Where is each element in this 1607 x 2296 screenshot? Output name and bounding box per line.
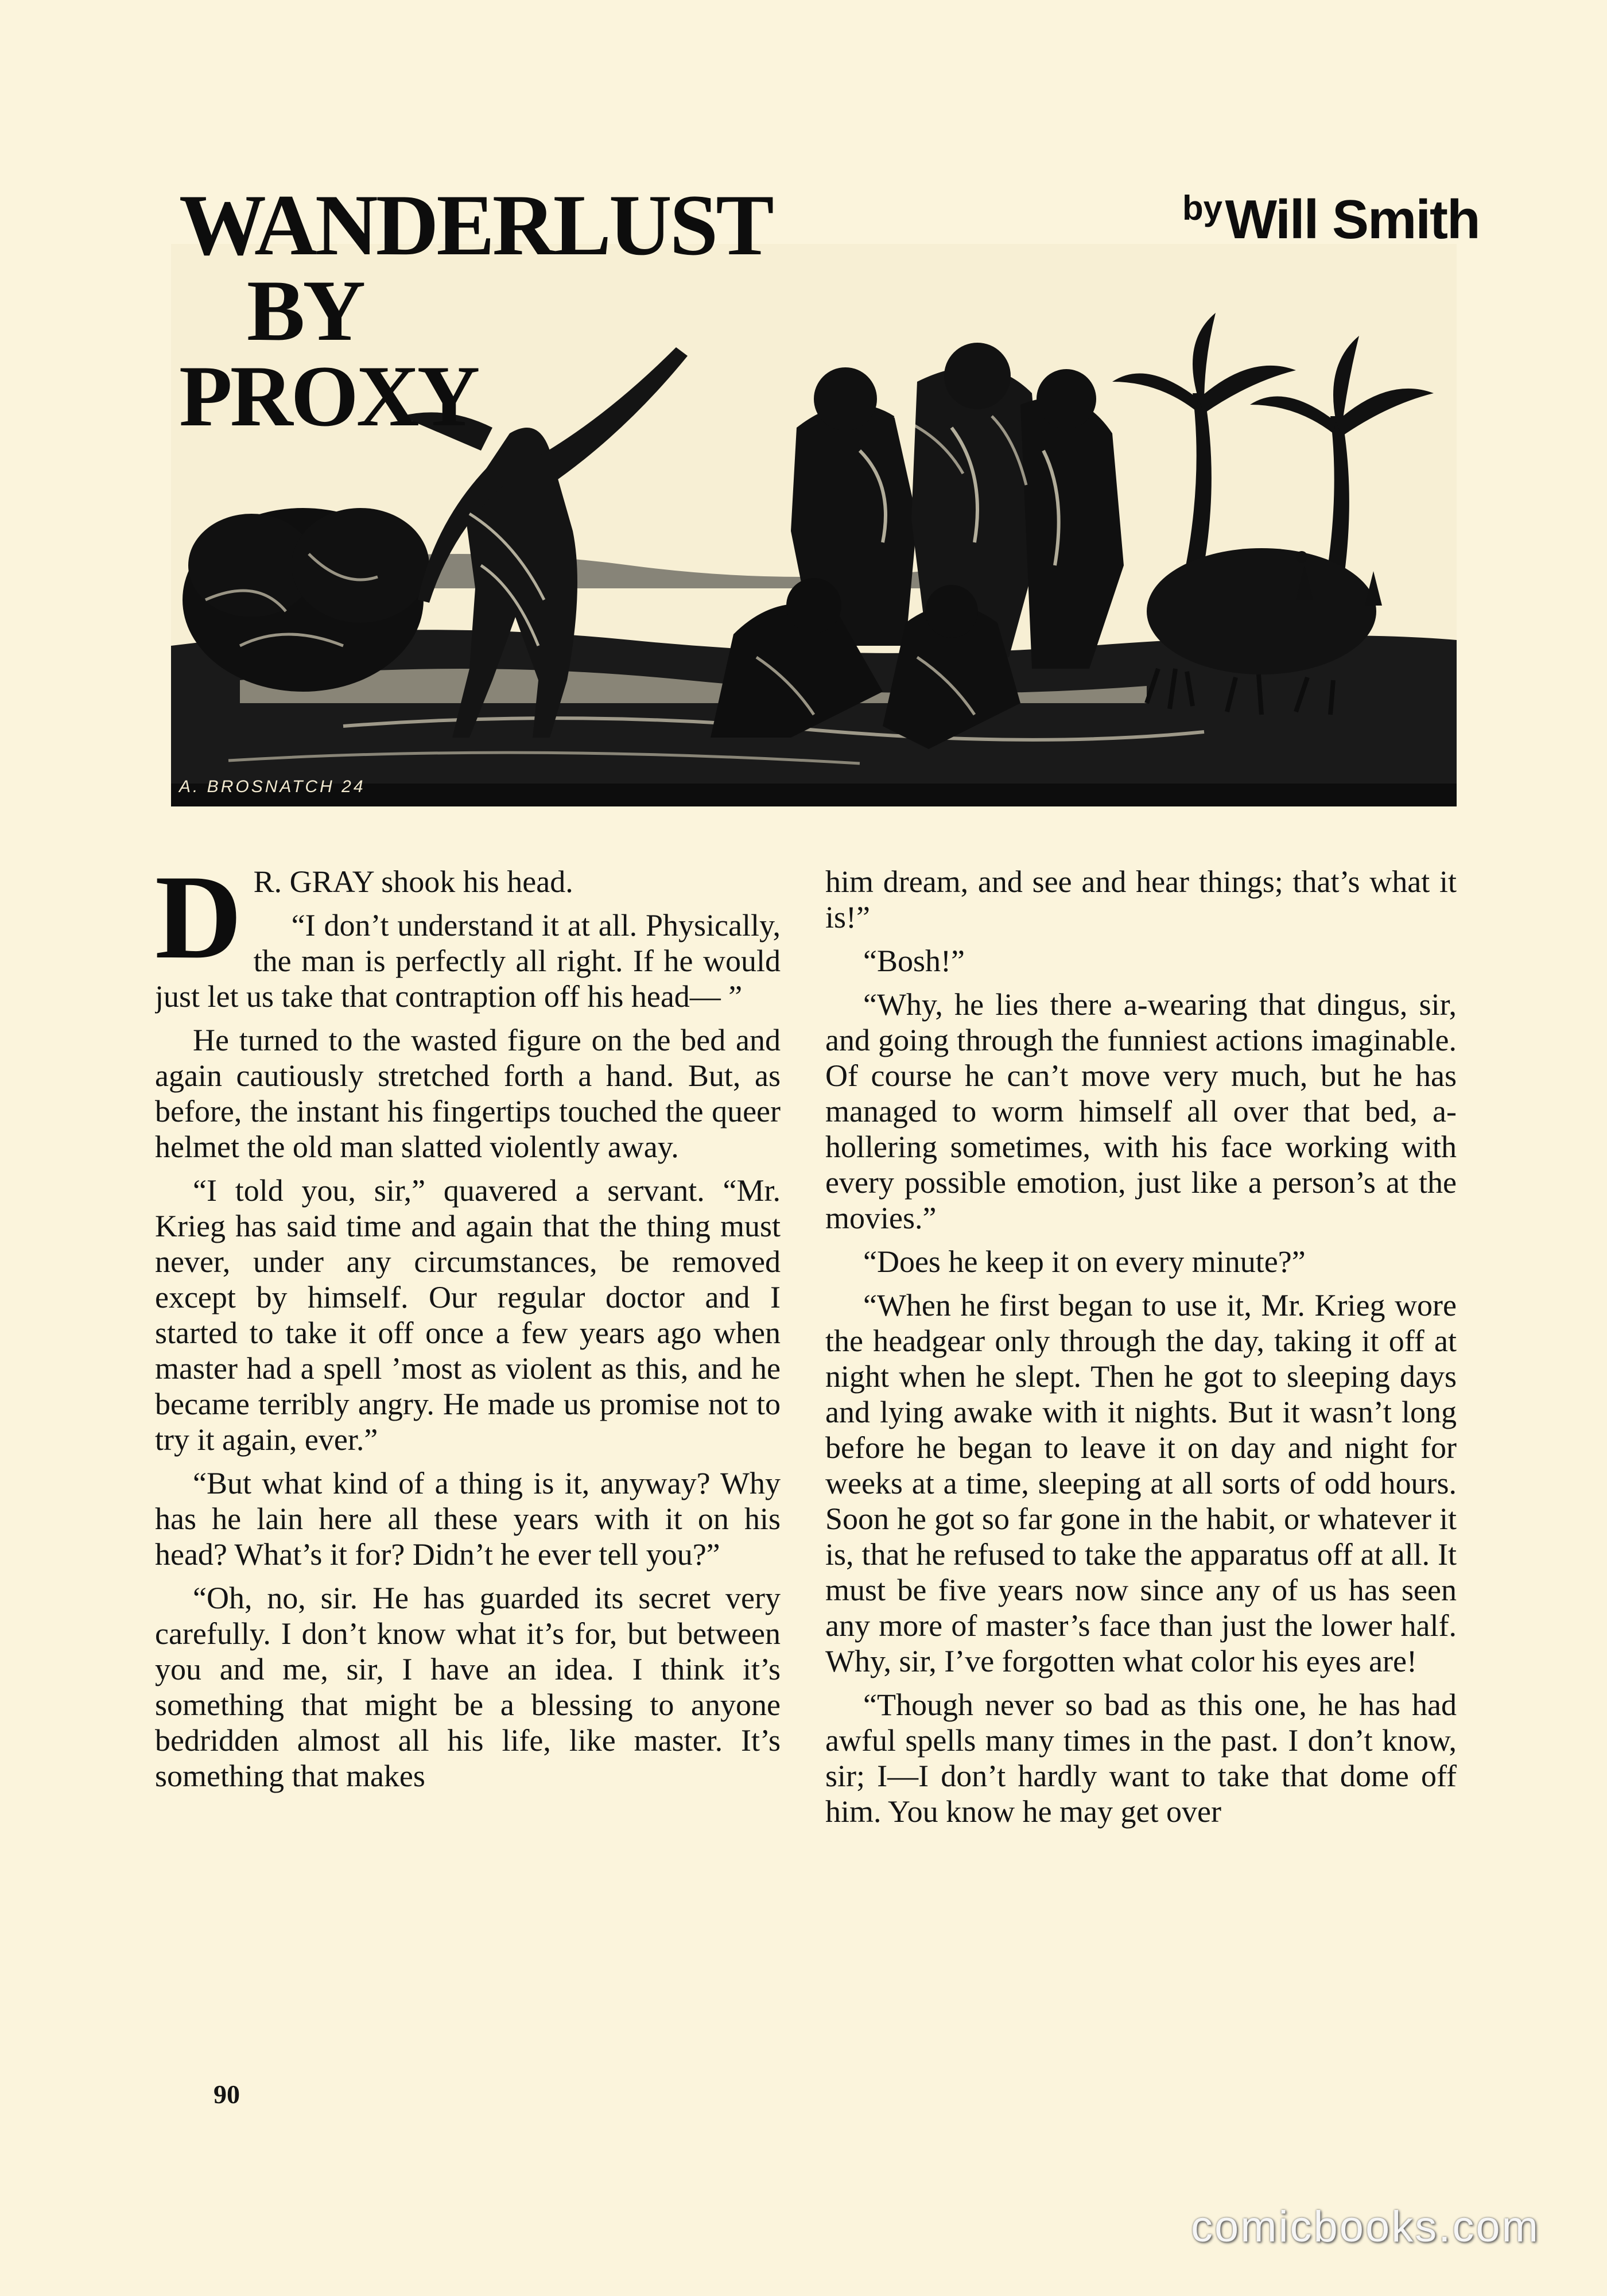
paragraph: him dream, and see and hear things; that’s what it is!” xyxy=(825,864,1457,934)
paragraph: He turned to the wasted figure on the bed and again cautiously stretched forth a hand. But, as before, the instant his fingertips touched the queer helmet the old man slatted violently away. xyxy=(155,1023,781,1164)
drop-cap: D xyxy=(155,864,242,984)
paragraph: “Bosh!” xyxy=(863,944,965,978)
paragraph: “Does he keep it on every minute?” xyxy=(863,1244,1306,1279)
byline-author: Will Smith xyxy=(1225,189,1480,250)
paragraph: “But what kind of a thing is it, anyway? Why has he lain here all these years with it on his head? What’s it for? Didn’t he ever tell you?” xyxy=(155,1466,781,1572)
text-column-right xyxy=(825,864,1457,2092)
title-line-2: BY xyxy=(247,262,364,359)
illustrator-signature: A. BROSNATCH 24 xyxy=(179,777,366,796)
paragraph: “Though never so bad as this one, he has had awful spells many times in the past. I don’t know, sir; I—I don’t hardly want to take that dome off him. You know he may get over xyxy=(825,1688,1457,1829)
site-watermark: comicbooks.com xyxy=(1191,2202,1540,2251)
page-number: 90 xyxy=(214,2080,240,2109)
article-title xyxy=(179,177,868,444)
paragraph: D R. GRAY shook his head. xyxy=(155,864,573,984)
byline xyxy=(1182,188,1480,257)
paragraph: “Oh, no, sir. He has guarded its secret very carefully. I don’t know what it’s for, but between you and me, sir, I have an idea. I think it’s something that might be a blessing to anyone bedridden almost all his life, like master. It’s something that makes xyxy=(155,1581,781,1793)
title-line-1: WANDERLUST xyxy=(179,177,772,273)
paragraph: “Why, he lies there a-wearing that dingus, sir, and going through the funniest actions imaginable. Of course he can’t move very much, but he has managed to worm himself all over that bed, a-hollering sometimes, with his face working with every possible emotion, just like a person’s at the movies.” xyxy=(825,987,1457,1235)
paragraph: “When he first began to use it, Mr. Krieg wore the headgear only through the day, taking it off at night when he slept. Then he got to sleeping days and lying awake with it nights. But it wasn’t long before he began to leave it on day and night for weeks at a time, sleeping at all sorts of odd hours. Soon he got so far gone in the habit, or whatever it is, that he refused to take the apparatus off at all. It must be five years now since any of us has seen any more of master’s face than just the lower half. Why, sir, I’ve forgotten what color his eyes are! xyxy=(825,1288,1457,1678)
paragraph: “I don’t understand it at all. Physically, the man is perfectly all right. If he would just let us take that contraption off his head— ” xyxy=(155,908,781,1014)
title-line-3: PROXY xyxy=(179,347,478,444)
byline-by: by xyxy=(1182,189,1223,227)
text-column-left xyxy=(155,864,781,2092)
paragraph: “I told you, sir,” quavered a servant. “Mr. Krieg has said time and again that the thing must never, under any circumstances, be removed except by himself. Our regular doctor and I started to take it off once a few years ago when master had a spell ’most as violent as this, and he became terribly angry. He made us promise not to try it again, ever.” xyxy=(155,1173,781,1457)
